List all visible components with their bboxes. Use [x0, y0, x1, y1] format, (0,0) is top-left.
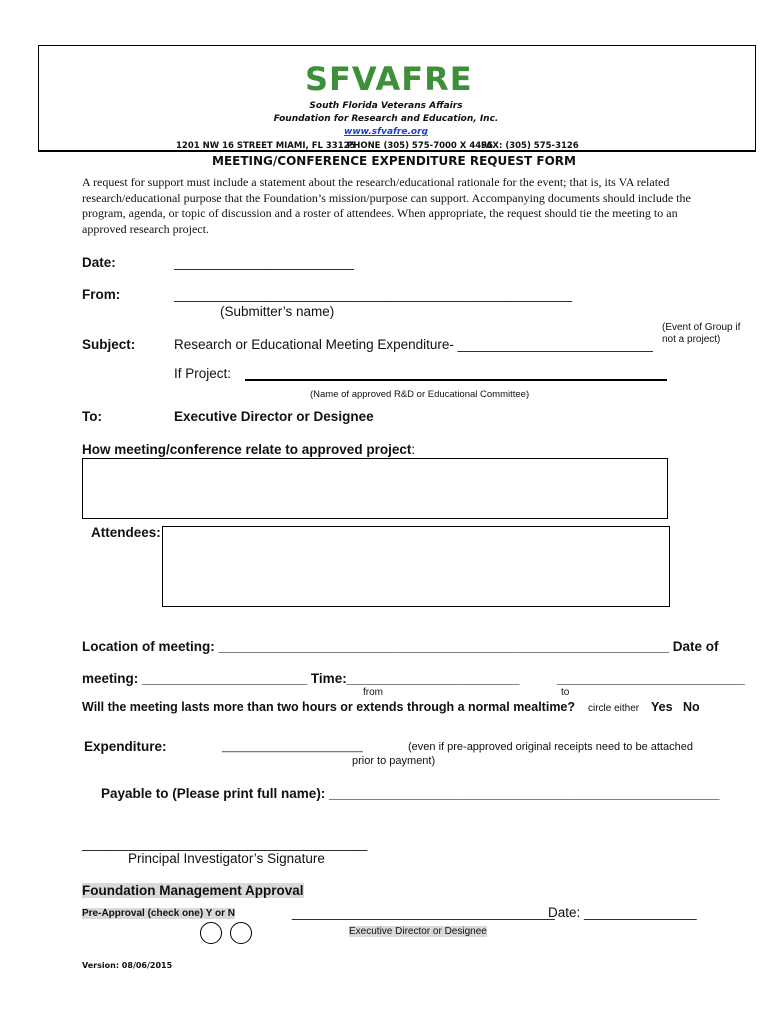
- fax: FAX: (305) 575-3126: [481, 141, 579, 151]
- foundation-logo: SFVAFRE: [305, 60, 473, 98]
- from-field[interactable]: _____________________________________________________: [174, 287, 572, 302]
- attendees-textbox[interactable]: [162, 526, 670, 607]
- org-name-line1: South Florida Veterans Affairs: [309, 101, 463, 111]
- preapproval-label: Pre-Approval (check one) Y or N: [82, 908, 236, 919]
- date-label: Date:: [82, 255, 116, 270]
- submitter-hint: (Submitter’s name): [220, 304, 335, 319]
- approval-signature-line[interactable]: ___________________________________: [292, 905, 555, 920]
- expenditure-note-line1: (even if pre-approved original receipts need to be attached: [408, 741, 693, 753]
- subject-label: Subject:: [82, 337, 136, 352]
- approve-no-checkbox[interactable]: [230, 922, 252, 944]
- to-label: To:: [82, 409, 102, 424]
- location-field[interactable]: Location of meeting: ____________________________________________________________ Date of: [82, 639, 719, 654]
- from-label: From:: [82, 287, 121, 302]
- designee-label: Executive Director or Designee: [349, 926, 487, 937]
- approval-title: Foundation Management Approval: [82, 883, 304, 898]
- payable-to-field[interactable]: Payable to (Please print full name): ____________________________________________________: [101, 786, 720, 801]
- time-from-hint: from: [363, 687, 383, 698]
- expenditure-note-line2: prior to payment): [352, 755, 436, 767]
- committee-hint: (Name of approved R&D or Educational Committee): [310, 389, 530, 400]
- relate-colon: :: [411, 442, 416, 457]
- project-name-line[interactable]: [245, 379, 667, 381]
- if-project-label: If Project:: [174, 366, 232, 381]
- meeting-time-field[interactable]: meeting: ______________________ Time:_______________________: [82, 671, 520, 686]
- event-hint-line2: not a project): [662, 334, 721, 345]
- address: 1201 NW 16 STREET MIAMI, FL 33125: [176, 141, 356, 151]
- time-to-field[interactable]: _________________________: [557, 671, 745, 686]
- pi-signature-label: Principal Investigator’s Signature: [128, 851, 325, 866]
- no-option[interactable]: No: [683, 700, 700, 714]
- yes-option[interactable]: Yes: [651, 700, 673, 714]
- date-field[interactable]: ________________________: [174, 255, 355, 270]
- letterhead-divider: [38, 151, 756, 152]
- expenditure-field[interactable]: _______________________: [222, 741, 363, 753]
- subject-field[interactable]: Research or Educational Meeting Expenditure- __________________________: [174, 337, 653, 352]
- approval-date-field[interactable]: _______________: [584, 905, 697, 920]
- mealtime-question: Will the meeting lasts more than two hours or extends through a normal mealtime?: [82, 700, 576, 714]
- form-title: MEETING/CONFERENCE EXPENDITURE REQUEST FORM: [212, 154, 576, 168]
- time-to-hint: to: [561, 687, 570, 698]
- circle-either-hint: circle either: [588, 703, 640, 714]
- org-name-line2: Foundation for Research and Education, Inc.: [273, 114, 499, 124]
- website-link[interactable]: www.sfvafre.org: [344, 127, 428, 137]
- pi-signature-line[interactable]: ______________________________________: [82, 836, 368, 851]
- event-hint-line1: (Event of Group if: [662, 322, 741, 333]
- approval-date-label: Date:: [548, 905, 581, 920]
- version-label: Version: 08/06/2015: [82, 961, 173, 970]
- expenditure-label: Expenditure:: [84, 739, 167, 754]
- to-value: Executive Director or Designee: [174, 409, 374, 424]
- relate-textbox[interactable]: [82, 458, 668, 519]
- approve-yes-checkbox[interactable]: [200, 922, 222, 944]
- phone: PHONE (305) 575-7000 X 4495: [347, 141, 493, 151]
- intro-paragraph: A request for support must include a statement about the research/educational rationale for the event; that is, its VA related research/educational purpose that the Foundation’s mission/purpose can support. Accompanying documents should include the program, agenda, or topic of discussion and a roster of attendees. When appropriate, the request should tie the meeting to an approved research project.: [82, 175, 691, 236]
- relate-label: How meeting/conference relate to approved project: [82, 442, 412, 457]
- attendees-label: Attendees:: [91, 525, 161, 540]
